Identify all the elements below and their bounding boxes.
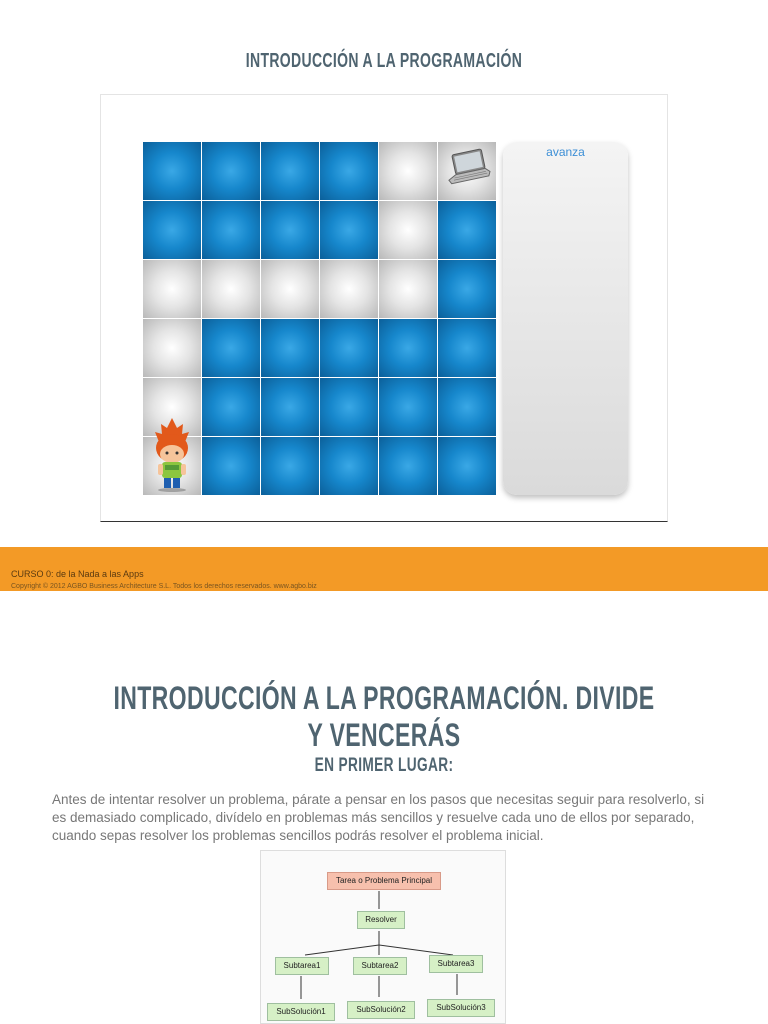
water-tile bbox=[438, 201, 496, 259]
command-avanza[interactable]: avanza bbox=[546, 145, 585, 159]
path-tile bbox=[143, 260, 201, 318]
water-tile bbox=[320, 319, 378, 377]
water-tile bbox=[261, 319, 319, 377]
water-tile bbox=[261, 201, 319, 259]
water-tile bbox=[202, 437, 260, 495]
path-tile bbox=[320, 260, 378, 318]
water-tile bbox=[261, 378, 319, 436]
water-tile bbox=[202, 142, 260, 200]
footer-bar bbox=[0, 547, 768, 591]
water-tile bbox=[143, 201, 201, 259]
water-tile bbox=[438, 319, 496, 377]
water-tile bbox=[143, 142, 201, 200]
diagram-subtask-node: Subtarea3 bbox=[429, 955, 483, 973]
path-tile bbox=[261, 260, 319, 318]
path-tile bbox=[379, 260, 437, 318]
footer-course-title: CURSO 0: de la Nada a las Apps bbox=[11, 569, 144, 579]
water-tile bbox=[202, 378, 260, 436]
character-icon bbox=[151, 418, 193, 497]
command-panel[interactable] bbox=[503, 142, 628, 495]
path-tile bbox=[379, 142, 437, 200]
divide-conquer-diagram bbox=[260, 850, 506, 1024]
water-tile bbox=[320, 378, 378, 436]
water-tile bbox=[320, 201, 378, 259]
water-tile bbox=[379, 437, 437, 495]
laptop-icon bbox=[443, 148, 493, 195]
water-tile bbox=[379, 319, 437, 377]
water-tile bbox=[438, 378, 496, 436]
diagram-subtask-node: Subtarea1 bbox=[275, 957, 329, 975]
water-tile bbox=[261, 437, 319, 495]
slide2-subtitle: EN PRIMER LUGAR: bbox=[314, 755, 454, 776]
water-tile bbox=[320, 437, 378, 495]
path-tile bbox=[202, 260, 260, 318]
water-tile bbox=[202, 319, 260, 377]
water-tile bbox=[438, 437, 496, 495]
diagram-solution-node: SubSolución3 bbox=[427, 999, 495, 1017]
water-tile bbox=[379, 378, 437, 436]
water-tile bbox=[320, 142, 378, 200]
water-tile bbox=[202, 201, 260, 259]
diagram-solution-node: SubSolución2 bbox=[347, 1001, 415, 1019]
path-tile bbox=[143, 319, 201, 377]
water-tile bbox=[438, 260, 496, 318]
water-tile bbox=[261, 142, 319, 200]
diagram-resolve-node: Resolver bbox=[357, 911, 405, 929]
slide1-title: INTRODUCCIÓN A LA PROGRAMACIÓN bbox=[245, 50, 523, 72]
path-tile bbox=[379, 201, 437, 259]
diagram-root-node: Tarea o Problema Principal bbox=[327, 872, 441, 890]
slide2-paragraph: Antes de intentar resolver un problema, párate a pensar en los pasos que necesitas seguir para resolverlo, si es demasiado complicado, divídelo en problemas más sencillos y resuelve cada uno de ellos por separado, cuando sepas resolver los problemas sencillos podrás resolver el problema inicial. bbox=[52, 792, 705, 843]
footer-copyright: Copyright © 2012 AGBO Business Architecture S.L. Todos los derechos reservados. www.agbo.biz bbox=[11, 583, 317, 590]
slide2-title: INTRODUCCIÓN A LA PROGRAMACIÓN. DIVIDE Y VENCERÁS bbox=[113, 680, 655, 753]
diagram-solution-node: SubSolución1 bbox=[267, 1003, 335, 1021]
diagram-subtask-node: Subtarea2 bbox=[353, 957, 407, 975]
